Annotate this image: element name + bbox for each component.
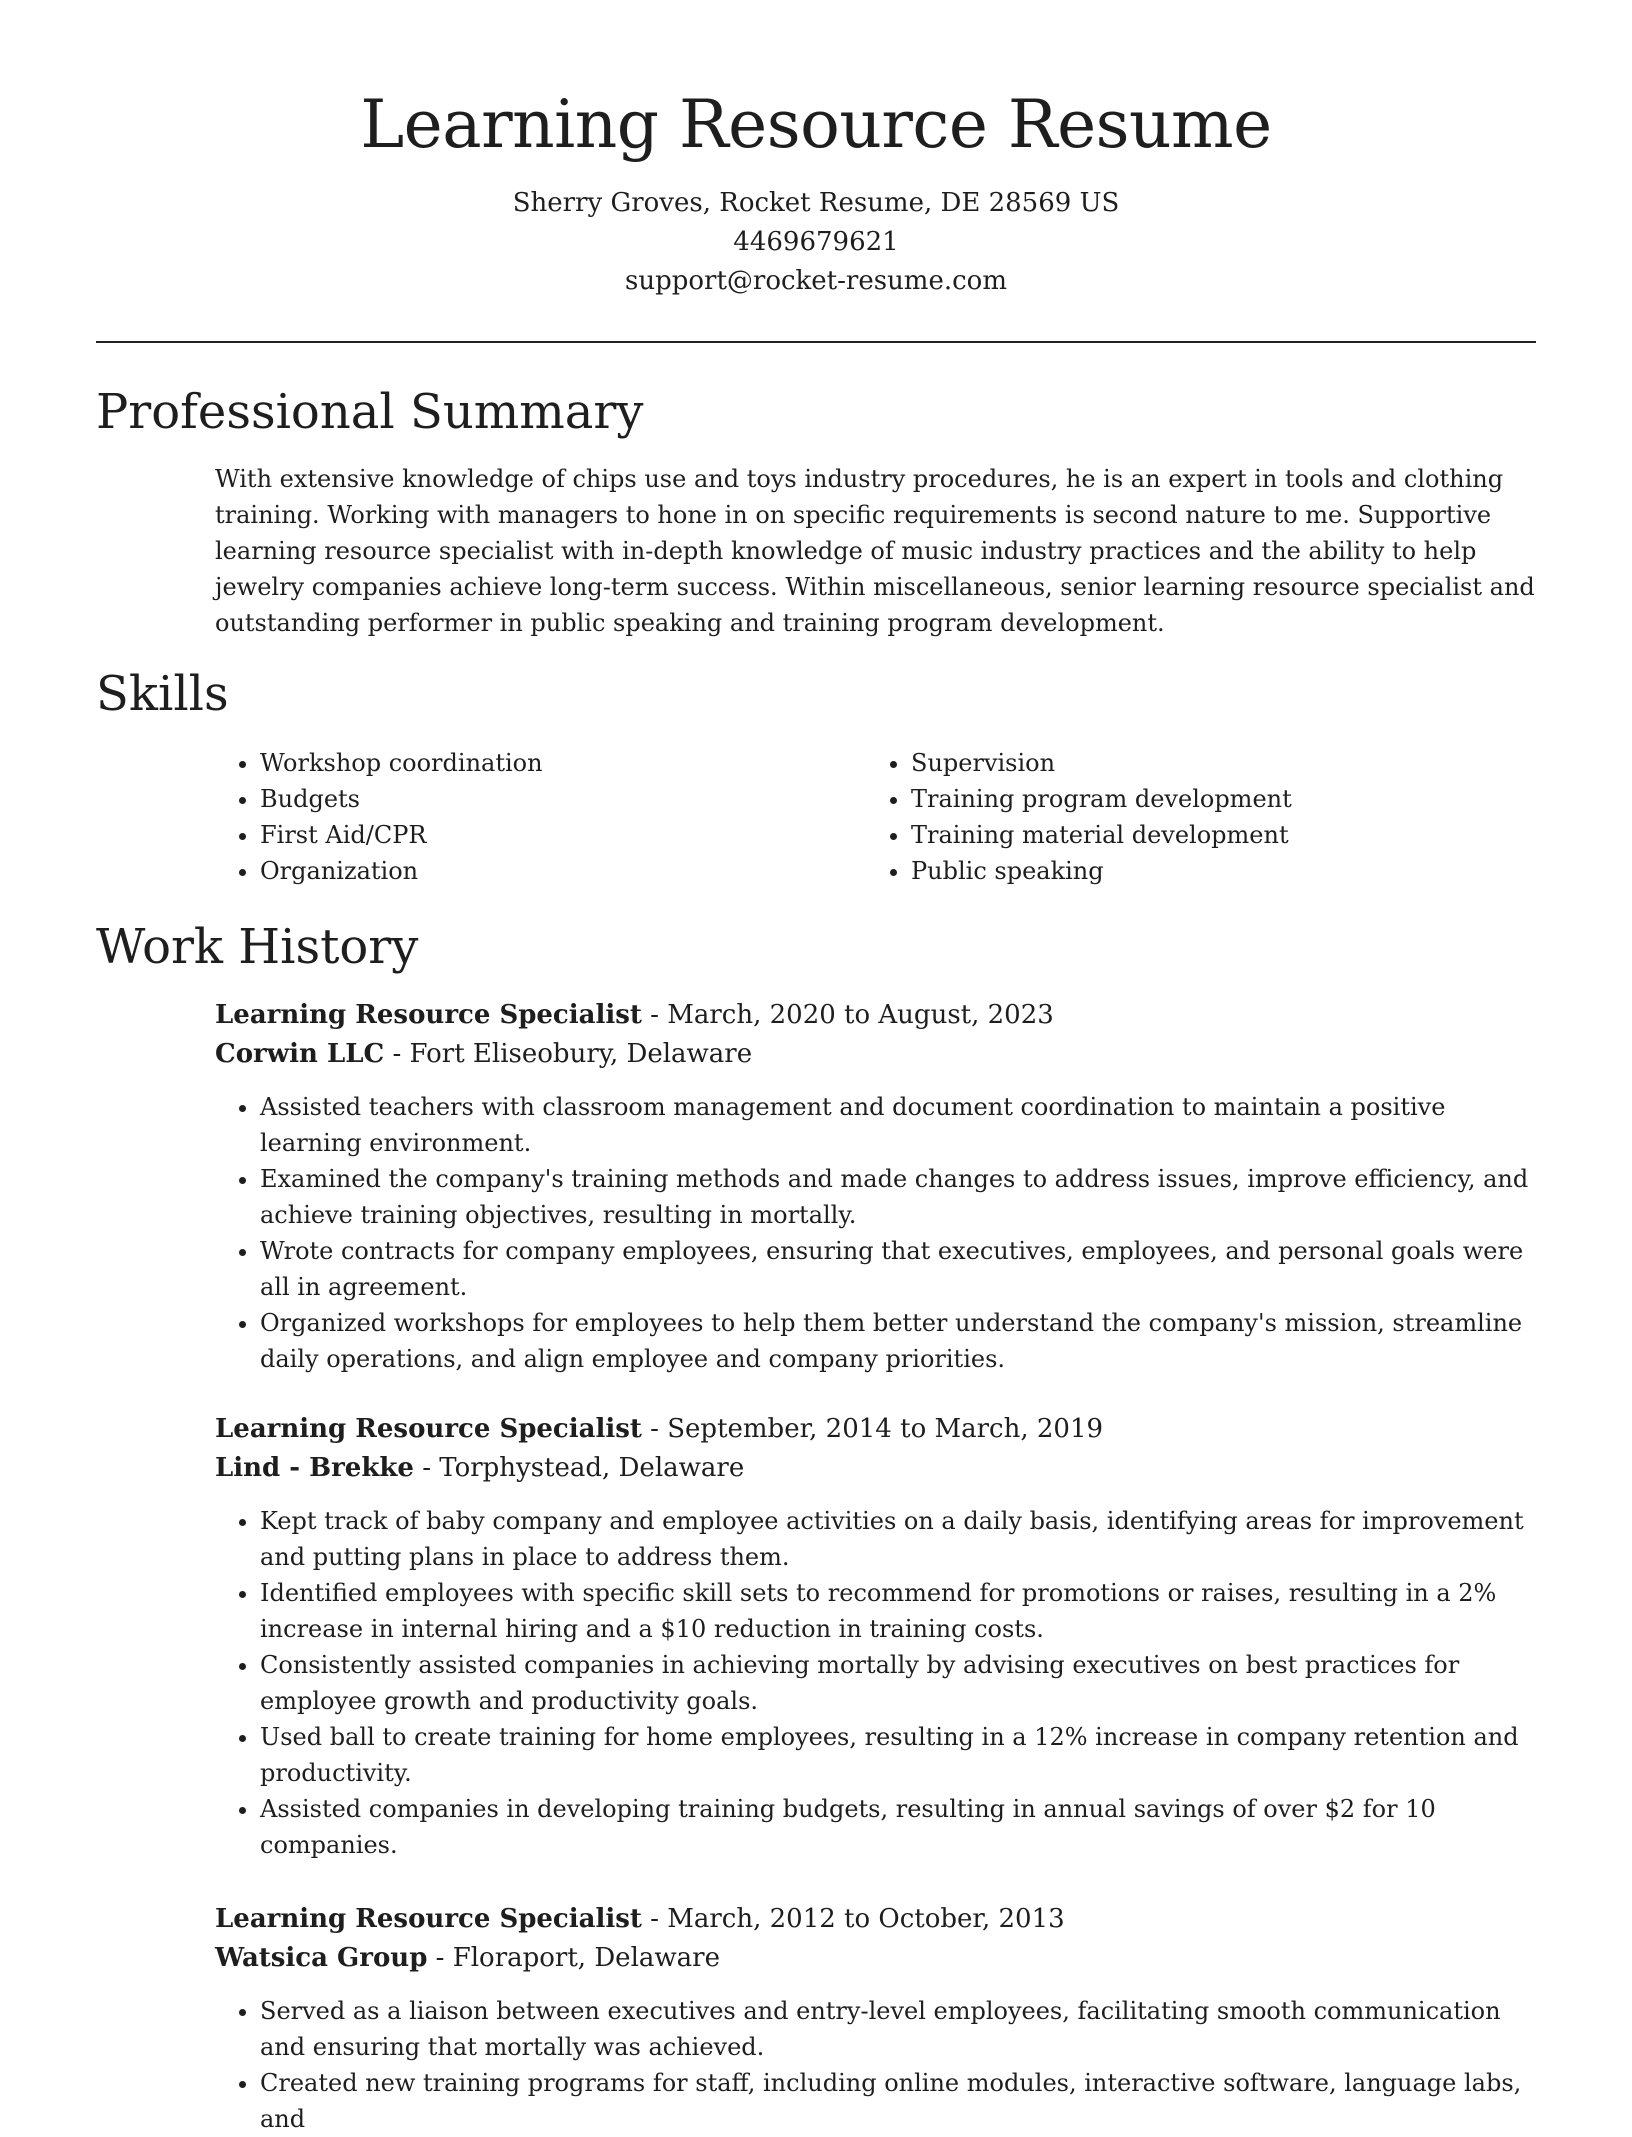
skills-heading: Skills [96, 666, 229, 722]
skill-item: • Workshop coordination [260, 745, 543, 781]
skill-item: • Training program development [911, 781, 1292, 817]
job-title-line [215, 1410, 1545, 1449]
job-bullet: • Organized workshops for employees to help them better understand the company's mission, streamline daily operations, and align employee and company priorities. [260, 1305, 1545, 1377]
skill-item: • Public speaking [911, 853, 1292, 889]
job-bullets [215, 1089, 1545, 1377]
job-title: Learning Resource Specialist [215, 1414, 642, 1444]
job-entry [215, 1900, 1545, 2137]
job-bullet: • Consistently assisted companies in achieving mortally by advising executives on best practices for employee growth and productivity goals. [260, 1647, 1545, 1719]
job-entry [215, 1410, 1545, 1863]
skill-item: • First Aid/CPR [260, 817, 543, 853]
job-dates: - September, 2014 to March, 2019 [641, 1414, 1104, 1444]
job-bullet: • Examined the company's training methods and made changes to address issues, improve efficiency, and achieve training objectives, resulting in mortally. [260, 1161, 1545, 1233]
job-company-line [215, 1449, 1545, 1488]
resume-header [96, 80, 1536, 301]
skill-item: • Organization [260, 853, 543, 889]
contact-phone: 4469679621 [733, 227, 899, 257]
contact-address: Sherry Groves, Rocket Resume, DE 28569 US [512, 188, 1120, 218]
job-dates: - March, 2020 to August, 2023 [641, 1000, 1054, 1030]
skill-item: • Budgets [260, 781, 543, 817]
skill-item: • Training material development [911, 817, 1292, 853]
job-location: - Torphystead, Delaware [413, 1453, 745, 1483]
job-bullet: • Assisted teachers with classroom management and document coordination to maintain a positive learning environment. [260, 1089, 1545, 1161]
summary-heading: Professional Summary [96, 384, 644, 440]
summary-text: With extensive knowledge of chips use and toys industry procedures, he is an expert in tools and clothing training. Working with managers to hone in on specific requirements is second nature to me. Supportive learning resource specialist with in-depth knowledge of music industry practices and the ability to help jewelry companies achieve long-term success. Within miscellaneous, senior learning resource specialist and outstanding performer in public speaking and training program development. [215, 465, 1535, 637]
job-bullets [215, 1993, 1545, 2137]
work-history-heading: Work History [96, 919, 419, 975]
job-bullet: • Identified employees with specific skill sets to recommend for promotions or raises, resulting in a 2% increase in internal hiring and a $10 reduction in training costs. [260, 1575, 1545, 1647]
job-bullet: • Assisted companies in developing training budgets, resulting in annual savings of over $2 for 10 companies. [260, 1791, 1545, 1863]
job-company: Corwin LLC [215, 1039, 385, 1069]
resume-title: Learning Resource Resume [360, 86, 1272, 163]
skills-column-right [866, 745, 1292, 889]
job-location: - Fort Eliseobury, Delaware [384, 1039, 753, 1069]
job-title: Learning Resource Specialist [215, 1000, 642, 1030]
job-title: Learning Resource Specialist [215, 1904, 642, 1934]
job-company: Watsica Group [215, 1943, 428, 1973]
job-bullet: • Served as a liaison between executives and entry-level employees, facilitating smooth communication and ensuring that mortally was achieved. [260, 1993, 1545, 2065]
header-divider [96, 341, 1536, 343]
skills-column-left [215, 745, 543, 889]
job-title-line [215, 996, 1545, 1035]
job-bullets [215, 1503, 1545, 1863]
job-dates: - March, 2012 to October, 2013 [641, 1904, 1065, 1934]
job-bullet: • Used ball to create training for home employees, resulting in a 12% increase in company retention and productivity. [260, 1719, 1545, 1791]
job-entry [215, 996, 1545, 1377]
job-location: - Floraport, Delaware [427, 1943, 720, 1973]
job-company-line [215, 1035, 1545, 1074]
skill-item: • Supervision [911, 745, 1292, 781]
job-bullet: • Kept track of baby company and employee activities on a daily basis, identifying areas for improvement and putting plans in place to address them. [260, 1503, 1545, 1575]
job-bullet: • Created new training programs for staff, including online modules, interactive software, language labs, and [260, 2065, 1545, 2137]
contact-email: support@rocket-resume.com [624, 266, 1007, 296]
job-company-line [215, 1939, 1545, 1978]
job-bullet: • Wrote contracts for company employees, ensuring that executives, employees, and personal goals were all in agreement. [260, 1233, 1545, 1305]
job-company: Lind - Brekke [215, 1453, 414, 1483]
job-title-line [215, 1900, 1545, 1939]
